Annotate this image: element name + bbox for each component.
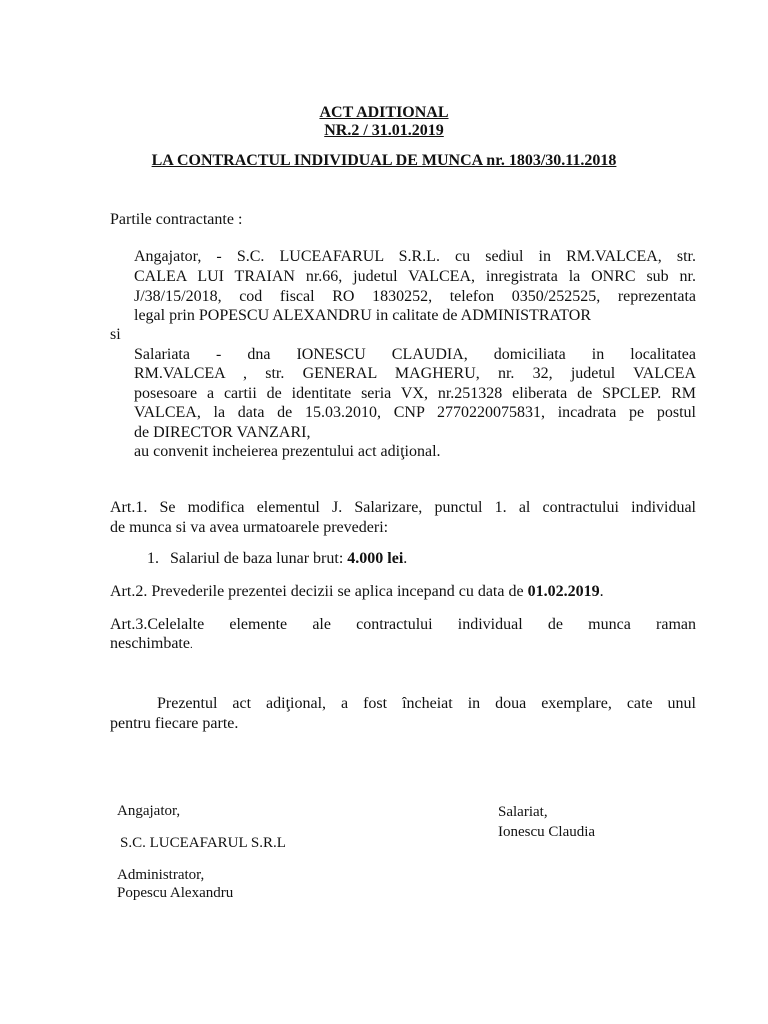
article-2-text: Art.2. Prevederile prezentei decizii se aplica incepand cu data de [110,583,528,600]
employee-line: au convenit incheierea prezentului act adiţional. [134,443,441,460]
employee-line: de DIRECTOR VANZARI, [134,424,311,441]
employee-line: VALCEA, la data de 15.03.2010, CNP 2770220075831, incadrata pe postul [134,404,696,421]
employee-line: Salariata - dna IONESCU CLAUDIA, domiciliata in localitatea [134,346,696,363]
article-1-item-number: 1. [147,550,159,567]
document-subtitle: LA CONTRACTUL INDIVIDUAL DE MUNCA nr. 1803/30.11.2018 [151,152,617,169]
salary-label: Salariul de baza lunar brut: [170,550,348,567]
salary-value: 4.000 lei [347,550,404,567]
employee-name: Ionescu Claudia [498,824,596,840]
document-number: NR.2 / 31.01.2019 [324,122,444,139]
employer-signature-label: Angajator, [117,803,181,819]
article-2-date: 01.02.2019 [527,583,600,600]
employer-line: CALEA LUI TRAIAN nr.66, judetul VALCEA, inregistrata la ONRC sub nr. [134,268,696,285]
employee-line: posesoare a cartii de identitate seria VX, nr.251328 eliberata de SPCLEP. RM [134,385,696,402]
employee-signature-label: Salariat, [498,804,548,820]
article-3-line: Art.3.Celelalte elemente ale contractului individual de munca raman [110,616,696,633]
parties-heading: Partile contractante : [110,211,243,228]
article-2-suffix: . [599,583,604,600]
employer-line: Angajator, - S.C. LUCEAFARUL S.R.L. cu sediul in RM.VALCEA, str. [134,248,696,265]
conjunction: si [110,326,121,343]
closing-line: Prezentul act adiţional, a fost încheiat in doua exemplare, cate unul [157,695,696,712]
employee-line: RM.VALCEA , str. GENERAL MAGHERU, nr. 32, judetul VALCEA [134,365,696,382]
employer-representative: Popescu Alexandru [117,885,234,901]
article-1-line: Art.1. Se modifica elementul J. Salarizare, punctul 1. al contractului individual [110,499,696,516]
article-2 [110,582,604,601]
article-3-text: neschimbate [110,635,190,652]
employer-line: legal prin POPESCU ALEXANDRU in calitate de ADMINISTRATOR [134,307,592,324]
document-title: ACT ADITIONAL [319,104,449,121]
employer-line: J/38/15/2018, cod fiscal RO 1830252, telefon 0350/252525, reprezentata [134,288,696,305]
article-3-suffix: . [189,639,193,651]
closing-line: pentru fiecare parte. [110,715,239,732]
salary-suffix: . [403,550,408,567]
article-1-line: de munca si va avea urmatoarele prevederi: [110,519,389,536]
employer-role: Administrator, [117,867,205,883]
article-1-item [170,549,407,568]
article-3-line-2 [110,634,193,655]
employer-company: S.C. LUCEAFARUL S.R.L [120,835,286,851]
